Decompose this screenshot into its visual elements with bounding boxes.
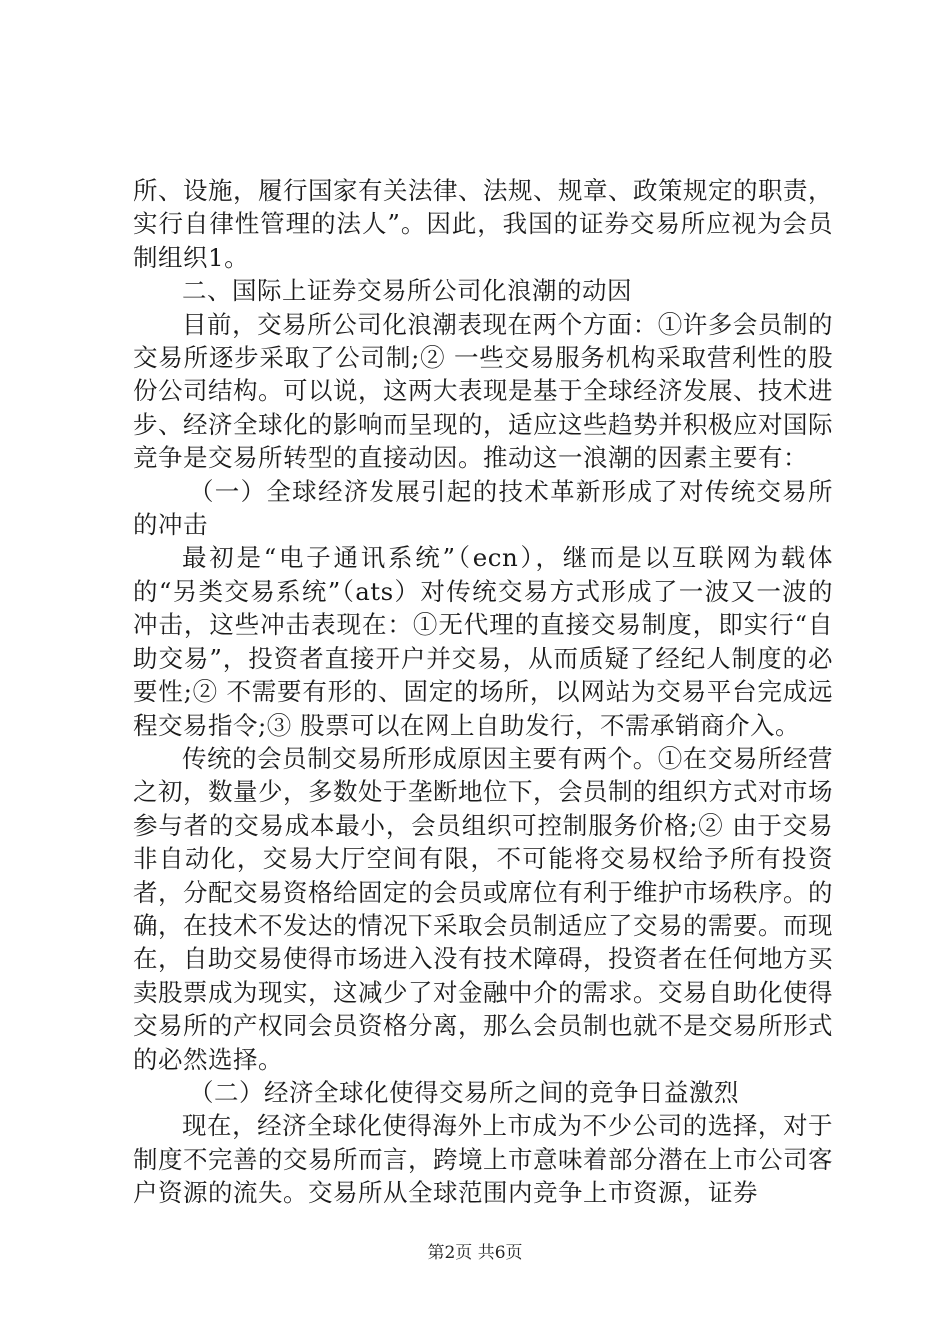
page-footer xyxy=(0,1238,950,1263)
section-heading-2: 二、国际上证券交易所公司化浪潮的动因 xyxy=(182,276,632,306)
paragraph-continuation: 所、设施，履行国家有关法律、法规、规章、政策规定的职责，实行自律性管理的法人”。因此，我国的证券交易所应视为会员制组织1。 xyxy=(133,176,833,272)
paragraph-intro: 目前，交易所公司化浪潮表现在两个方面：①许多会员制的交易所逐步采取了公司制;② 一些交易服务机构采取营利性的股份公司结构。可以说，这两大表现是基于全球经济发展、技术进步、经济全球化的影响而呈现的，适应这些趋势并积极应对国际竞争是交易所转型的直接动因。推动这一浪潮的因素主要有： xyxy=(133,309,833,473)
paragraph-ecn: 最初是“电子通讯系统”（ecn），继而是以互联网为载体的“另类交易系统”（ats）对传统交易方式形成了一波又一波的冲击，这些冲击表现在：①无代理的直接交易制度，即实行“自助交易”，投资者直接开户并交易，从而质疑了经纪人制度的必要性;② 不需要有形的、固定的场所，以网站为交易平台完成远程交易指令;③ 股票可以在网上自助发行，不需承销商介入。 xyxy=(133,543,833,740)
page-number: 第2页 共6页 xyxy=(427,1243,523,1263)
paragraph-membership: 传统的会员制交易所形成原因主要有两个。①在交易所经营之初，数量少，多数处于垄断地位下，会员制的组织方式对市场参与者的交易成本最小，会员组织可控制服务价格;② 由于交易非自动化，交易大厅空间有限，不可能将交易权给予所有投资者，分配交易资格给固定的会员或席位有利于维护市场秩序。的确，在技术不发达的情况下采取会员制适应了交易的需要。而现在，自助交易使得市场进入没有技术障碍，投资者在任何地方买卖股票成为现实，这减少了对金融中介的需求。交易自助化使得交易所的产权同会员资格分离，那么会员制也就不是交易所形式的必然选择。 xyxy=(133,743,833,1074)
subsection-heading-2: （二）经济全球化使得交易所之间的竞争日益激烈 xyxy=(189,1077,739,1107)
body-text xyxy=(133,174,833,1210)
paragraph-globalization: 现在，经济全球化使得海外上市成为不少公司的选择，对于制度不完善的交易所而言，跨境上市意味着部分潜在上市公司客户资源的流失。交易所从全球范围内竞争上市资源，证券 xyxy=(133,1111,833,1208)
subsection-heading-1: （一）全球经济发展引起的技术革新形成了对传统交易所的冲击 xyxy=(133,476,833,540)
